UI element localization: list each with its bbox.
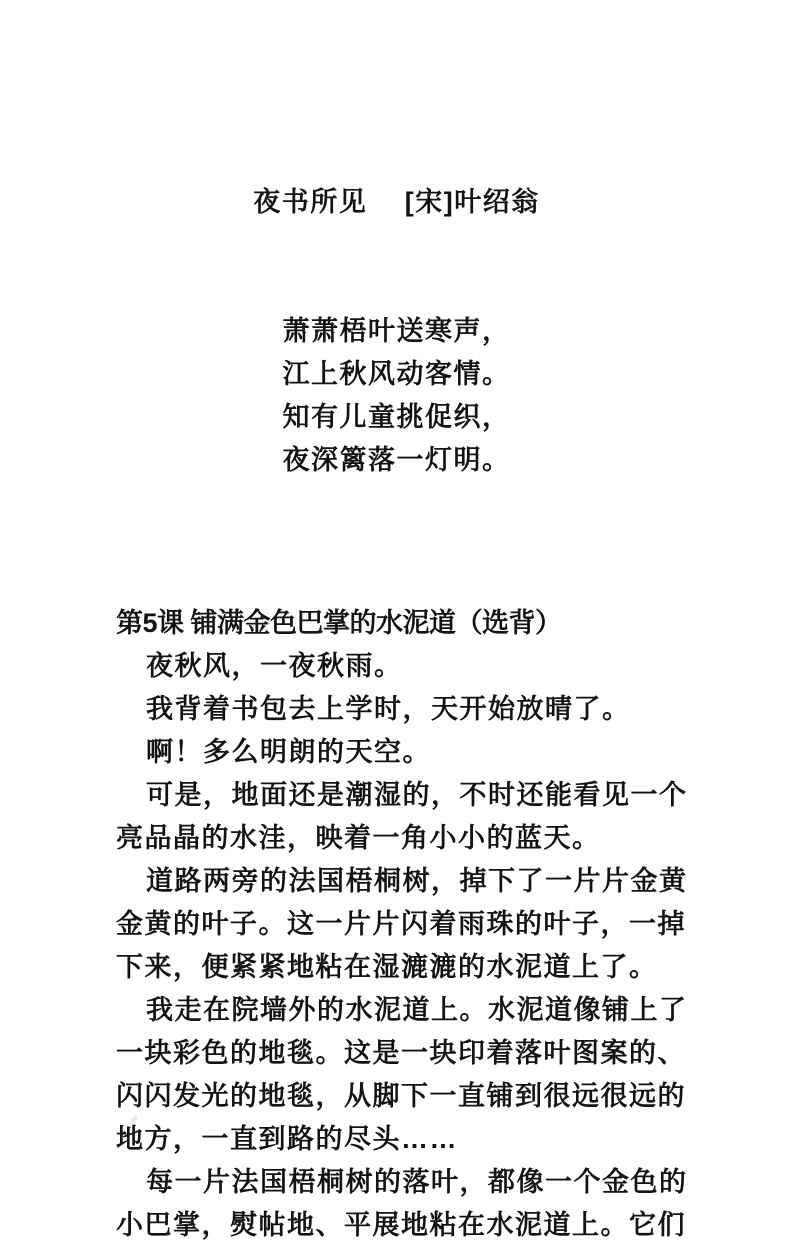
lesson-section [116, 602, 694, 1247]
poem-line: 夜深篱落一灯明。 [282, 445, 511, 475]
text-line: 闪闪发光的地毯，从脚下一直铺到很远很远的 [116, 1081, 686, 1111]
text-line: 小巴掌，熨帖地、平展地粘在水泥道上。它们 [116, 1210, 686, 1240]
poem-line: 知有儿童挑促织， [282, 402, 511, 432]
text-line: 我背着书包去上学时，天开始放晴了。 [146, 694, 631, 724]
text-line: 我走在院墙外的水泥道上。水泥道像铺上了 [146, 995, 688, 1025]
lesson-body [116, 645, 694, 1247]
text-line: 啊！多么明朗的天空。 [146, 737, 431, 767]
text-line: 每一片法国梧桐树的落叶，都像一个金色的 [146, 1167, 688, 1197]
text-line: 可是，地面还是潮湿的，不时还能看见一个 [146, 780, 688, 810]
document-page [0, 95, 793, 1240]
text-line: 一块彩色的地毯。这是一块印着落叶图案的、 [116, 1038, 686, 1068]
lesson-heading: 第5课 铺满金色巴掌的水泥道（选背） [116, 608, 562, 638]
poem-section [0, 95, 793, 568]
text-line: 夜秋风，一夜秋雨。 [146, 651, 403, 681]
text-line: 地方，一直到路的尽头…… [116, 1124, 458, 1154]
text-line: 下来，便紧紧地粘在湿漉漉的水泥道上了。 [116, 952, 658, 982]
text-line: 亮品晶的水洼，映着一角小小的蓝天。 [116, 823, 601, 853]
poem-line: 萧萧梧叶送寒声， [282, 316, 511, 346]
text-line: 金黄的叶子。这一片片闪着雨珠的叶子，一掉 [116, 909, 686, 939]
poem-line: 江上秋风动客情。 [282, 359, 511, 389]
poem-lines [0, 310, 793, 482]
poem-title: 夜书所见 [宋]叶绍翁 [253, 187, 540, 217]
text-line: 道路两旁的法国梧桐树，掉下了一片片金黄 [146, 866, 688, 896]
